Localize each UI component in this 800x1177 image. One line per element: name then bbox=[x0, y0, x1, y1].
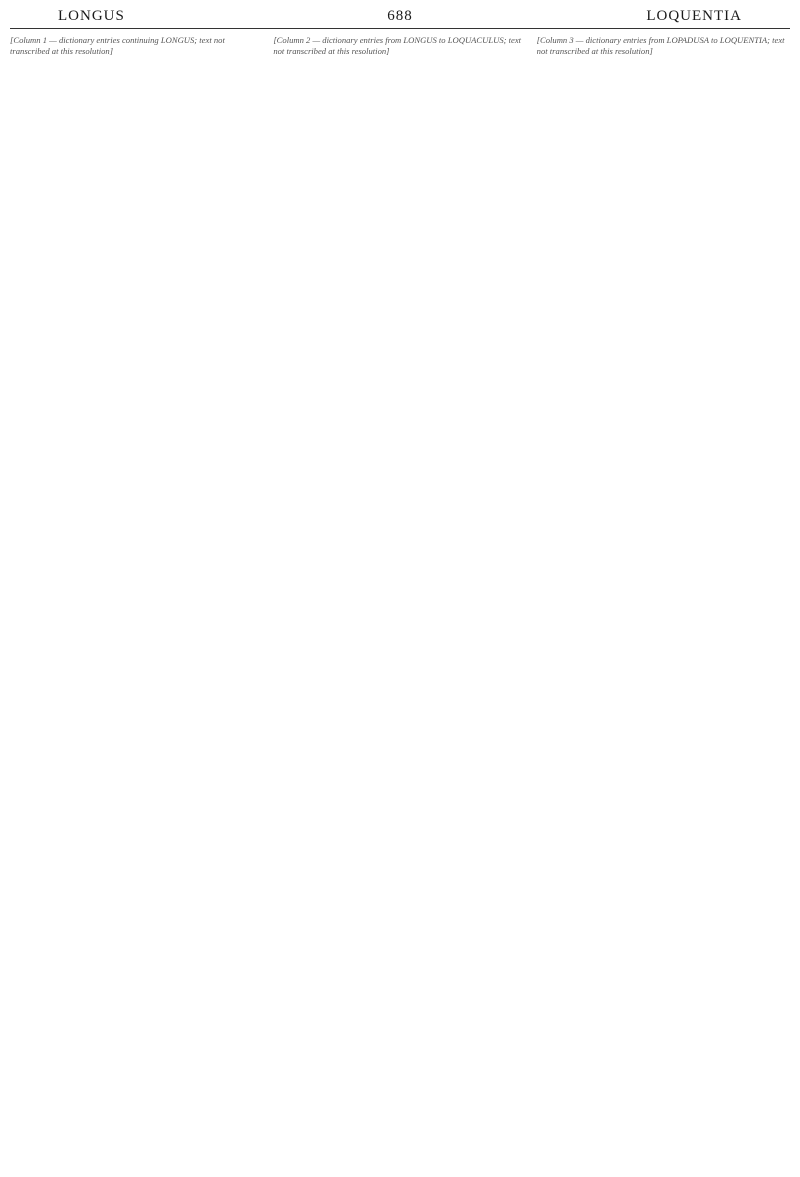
column-2-placeholder: [Column 2 — dictionary entries from LONGUS to LOQUACULUS; text not transcribed at this resolution] bbox=[273, 35, 522, 56]
column-2 bbox=[273, 35, 526, 1171]
column-1-placeholder: [Column 1 — dictionary entries continuing LONGUS; text not transcribed at this resolution] bbox=[10, 35, 225, 56]
running-head-left: LONGUS bbox=[58, 8, 125, 24]
running-head bbox=[10, 6, 790, 29]
column-3-placeholder: [Column 3 — dictionary entries from LOPADUSA to LOQUENTIA; text not transcribed at this resolution] bbox=[536, 35, 785, 56]
column-3 bbox=[537, 35, 790, 1171]
page-number: 688 bbox=[387, 8, 413, 24]
running-head-right: LOQUENTIA bbox=[646, 8, 742, 24]
column-1 bbox=[10, 35, 263, 1171]
text-columns bbox=[10, 35, 790, 1171]
